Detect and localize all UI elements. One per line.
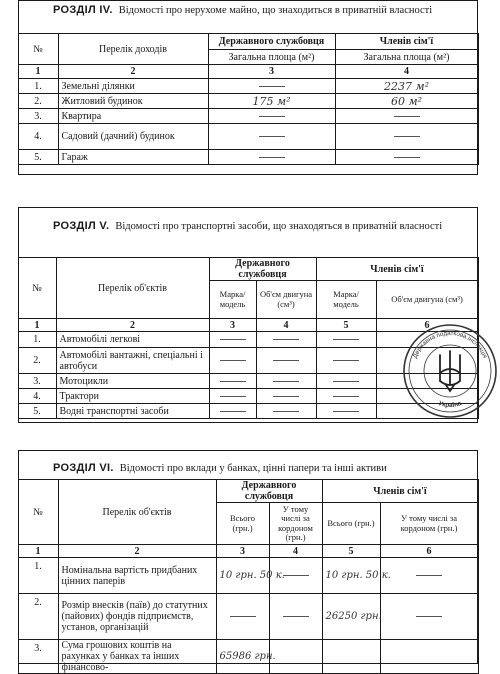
value-cell [316, 332, 376, 348]
header-list: Перелік об'єктів [58, 480, 216, 545]
handwritten-value: 60 м² [335, 94, 478, 109]
value-cell [208, 150, 335, 165]
column-number: 3 [209, 319, 256, 332]
table-row [18, 109, 478, 124]
section-iv [18, 0, 478, 175]
value-cell [256, 389, 316, 404]
value-cell [209, 332, 256, 348]
empty-dash [416, 575, 442, 576]
column-number: 3 [216, 545, 269, 558]
table-row [18, 594, 478, 640]
empty-dash [273, 339, 299, 340]
value-cell [316, 404, 376, 419]
row-number: 4. [18, 389, 56, 404]
section-title: РОЗДІЛ V. [53, 220, 110, 232]
section-vi [18, 450, 478, 673]
column-number: 2 [58, 65, 208, 79]
row-number: 3. [18, 640, 58, 674]
header-area: Загальна площа (м²) [335, 50, 478, 65]
header-abroad: У тому числі за кордоном (грн.) [269, 503, 322, 545]
empty-dash [220, 411, 246, 412]
row-label: Мотоцикли [56, 374, 209, 389]
row-label: Автомобілі легкові [56, 332, 209, 348]
row-label: Сума грошових коштів на рахунках у банках та інших фінансово- [58, 640, 216, 674]
empty-dash [333, 381, 359, 382]
section-v-heading [19, 217, 477, 235]
value-cell [209, 374, 256, 389]
value-cell [256, 374, 316, 389]
column-number: 1 [18, 65, 58, 79]
empty-dash [220, 381, 246, 382]
value-cell [256, 404, 316, 419]
column-number: 2 [58, 545, 216, 558]
row-label: Гараж [58, 150, 208, 165]
row-label: Садовий (дачний) будинок [58, 124, 208, 150]
header-official: Державного службовця [209, 258, 316, 281]
header-official: Державного службовця [208, 34, 335, 50]
value-cell [256, 348, 316, 374]
empty-dash [273, 381, 299, 382]
row-number: 5. [18, 404, 56, 419]
official-stamp [402, 323, 498, 419]
row-number: 2. [18, 594, 58, 640]
table-row [18, 558, 478, 594]
row-number: 4. [18, 124, 58, 150]
header-volume: Об'єм двигуна (см³) [376, 281, 478, 319]
header-brand: Марка/ модель [316, 281, 376, 319]
row-label: Квартира [58, 109, 208, 124]
row-number: 2. [18, 348, 56, 374]
empty-dash [273, 396, 299, 397]
header-total: Всього (грн.) [322, 503, 380, 545]
handwritten-value: 2237 м² [335, 79, 478, 94]
value-cell [209, 404, 256, 419]
row-label: Розмір внесків (паїв) до статутних (пайових) фондів підприємств, установ, організацій [58, 594, 216, 640]
value-cell [269, 594, 322, 640]
value-cell [316, 389, 376, 404]
header-list: Перелік доходів [58, 34, 208, 65]
column-number: 4 [256, 319, 316, 332]
header-area: Загальна площа (м²) [208, 50, 335, 65]
empty-dash [333, 396, 359, 397]
value-cell [209, 348, 256, 374]
value-cell [208, 109, 335, 124]
header-family: Членів сім'ї [322, 480, 478, 503]
value-cell [316, 374, 376, 389]
empty-dash [230, 616, 256, 617]
empty-dash [220, 339, 246, 340]
header-no: № [18, 34, 58, 65]
header-total: Всього (грн.) [216, 503, 269, 545]
value-cell [335, 150, 478, 165]
header-list: Перелік об'єктів [56, 258, 209, 319]
column-number: 4 [335, 65, 478, 79]
empty-dash [283, 575, 309, 576]
empty-dash [394, 116, 420, 117]
table-row [18, 640, 478, 674]
row-label: Трактори [56, 389, 209, 404]
value-cell [380, 558, 478, 594]
empty-dash [259, 157, 285, 158]
row-label: Водні транспортні засоби [56, 404, 209, 419]
value-cell [335, 109, 478, 124]
value-cell [322, 640, 380, 674]
column-number: 6 [376, 319, 478, 332]
property-table [18, 33, 479, 165]
value-cell [209, 389, 256, 404]
empty-dash [220, 396, 246, 397]
column-number: 2 [56, 319, 209, 332]
column-number: 3 [208, 65, 335, 79]
header-no: № [18, 480, 58, 545]
empty-dash [259, 116, 285, 117]
value-cell [256, 332, 316, 348]
table-row [18, 94, 478, 109]
row-number: 5. [18, 150, 58, 165]
value-cell [380, 594, 478, 640]
row-label: Житловий будинок [58, 94, 208, 109]
header-brand: Марка/ модель [209, 281, 256, 319]
row-number: 3. [18, 374, 56, 389]
row-number: 1. [18, 79, 58, 94]
handwritten-value: 65986 грн. [216, 640, 269, 674]
empty-dash [273, 411, 299, 412]
value-cell [208, 79, 335, 94]
value-cell [335, 124, 478, 150]
handwritten-value: 175 м² [208, 94, 335, 109]
stamp-top-text: Державна податкова інспекція [411, 329, 489, 360]
row-number: 2. [18, 94, 58, 109]
empty-dash [259, 136, 285, 137]
empty-dash [394, 136, 420, 137]
section-subtitle: Відомості про транспортні засоби, що знаходяться в приватній власності [115, 221, 443, 232]
value-cell [216, 594, 269, 640]
empty-dash [394, 157, 420, 158]
empty-dash [283, 616, 309, 617]
column-number: 5 [316, 319, 376, 332]
empty-dash [333, 360, 359, 361]
empty-dash [333, 411, 359, 412]
header-abroad: У тому числі за кордоном (грн.) [380, 503, 478, 545]
header-no: № [18, 258, 56, 319]
row-number: 1. [18, 558, 58, 594]
row-number: 3. [18, 109, 58, 124]
stamp-bottom-text: Україна [437, 400, 463, 410]
header-volume: Об'єм двигуна (см³) [256, 281, 316, 319]
header-family: Членів сім'ї [335, 34, 478, 50]
handwritten-value: 10 грн. 50 к. [322, 558, 380, 594]
section-subtitle: Відомості про вклади у банках, цінні папери та інші активи [119, 463, 387, 474]
value-cell [208, 124, 335, 150]
handwritten-value: 10 грн. 50 к. [216, 558, 269, 594]
value-cell [269, 640, 322, 674]
table-row [18, 79, 478, 94]
value-cell [316, 348, 376, 374]
column-number: 5 [322, 545, 380, 558]
section-iv-heading [19, 1, 477, 19]
empty-dash [273, 360, 299, 361]
assets-table [18, 479, 479, 674]
section-title: РОЗДІЛ IV. [53, 4, 113, 16]
table-row [18, 150, 478, 165]
empty-dash [220, 360, 246, 361]
coat-of-arms-icon [440, 351, 460, 391]
row-label: Земельні ділянки [58, 79, 208, 94]
column-number: 6 [380, 545, 478, 558]
empty-dash [333, 339, 359, 340]
column-number: 1 [18, 545, 58, 558]
empty-dash [259, 86, 285, 87]
section-vi-heading [19, 459, 477, 477]
empty-dash [416, 616, 442, 617]
row-label: Номінальна вартість придбаних цінних паперів [58, 558, 216, 594]
section-subtitle: Відомості про нерухоме майно, що знаходиться в приватній власності [118, 5, 433, 16]
row-label: Автомобілі вантажні, спеціальні і автобуси [56, 348, 209, 374]
handwritten-value: 26250 грн. [322, 594, 380, 640]
column-number: 1 [18, 319, 56, 332]
header-family: Членів сім'ї [316, 258, 478, 281]
header-official: Державного службовця [216, 480, 322, 503]
column-number: 4 [269, 545, 322, 558]
value-cell [380, 640, 478, 674]
row-number: 1. [18, 332, 56, 348]
section-title: РОЗДІЛ VI. [53, 462, 114, 474]
table-row [18, 124, 478, 150]
